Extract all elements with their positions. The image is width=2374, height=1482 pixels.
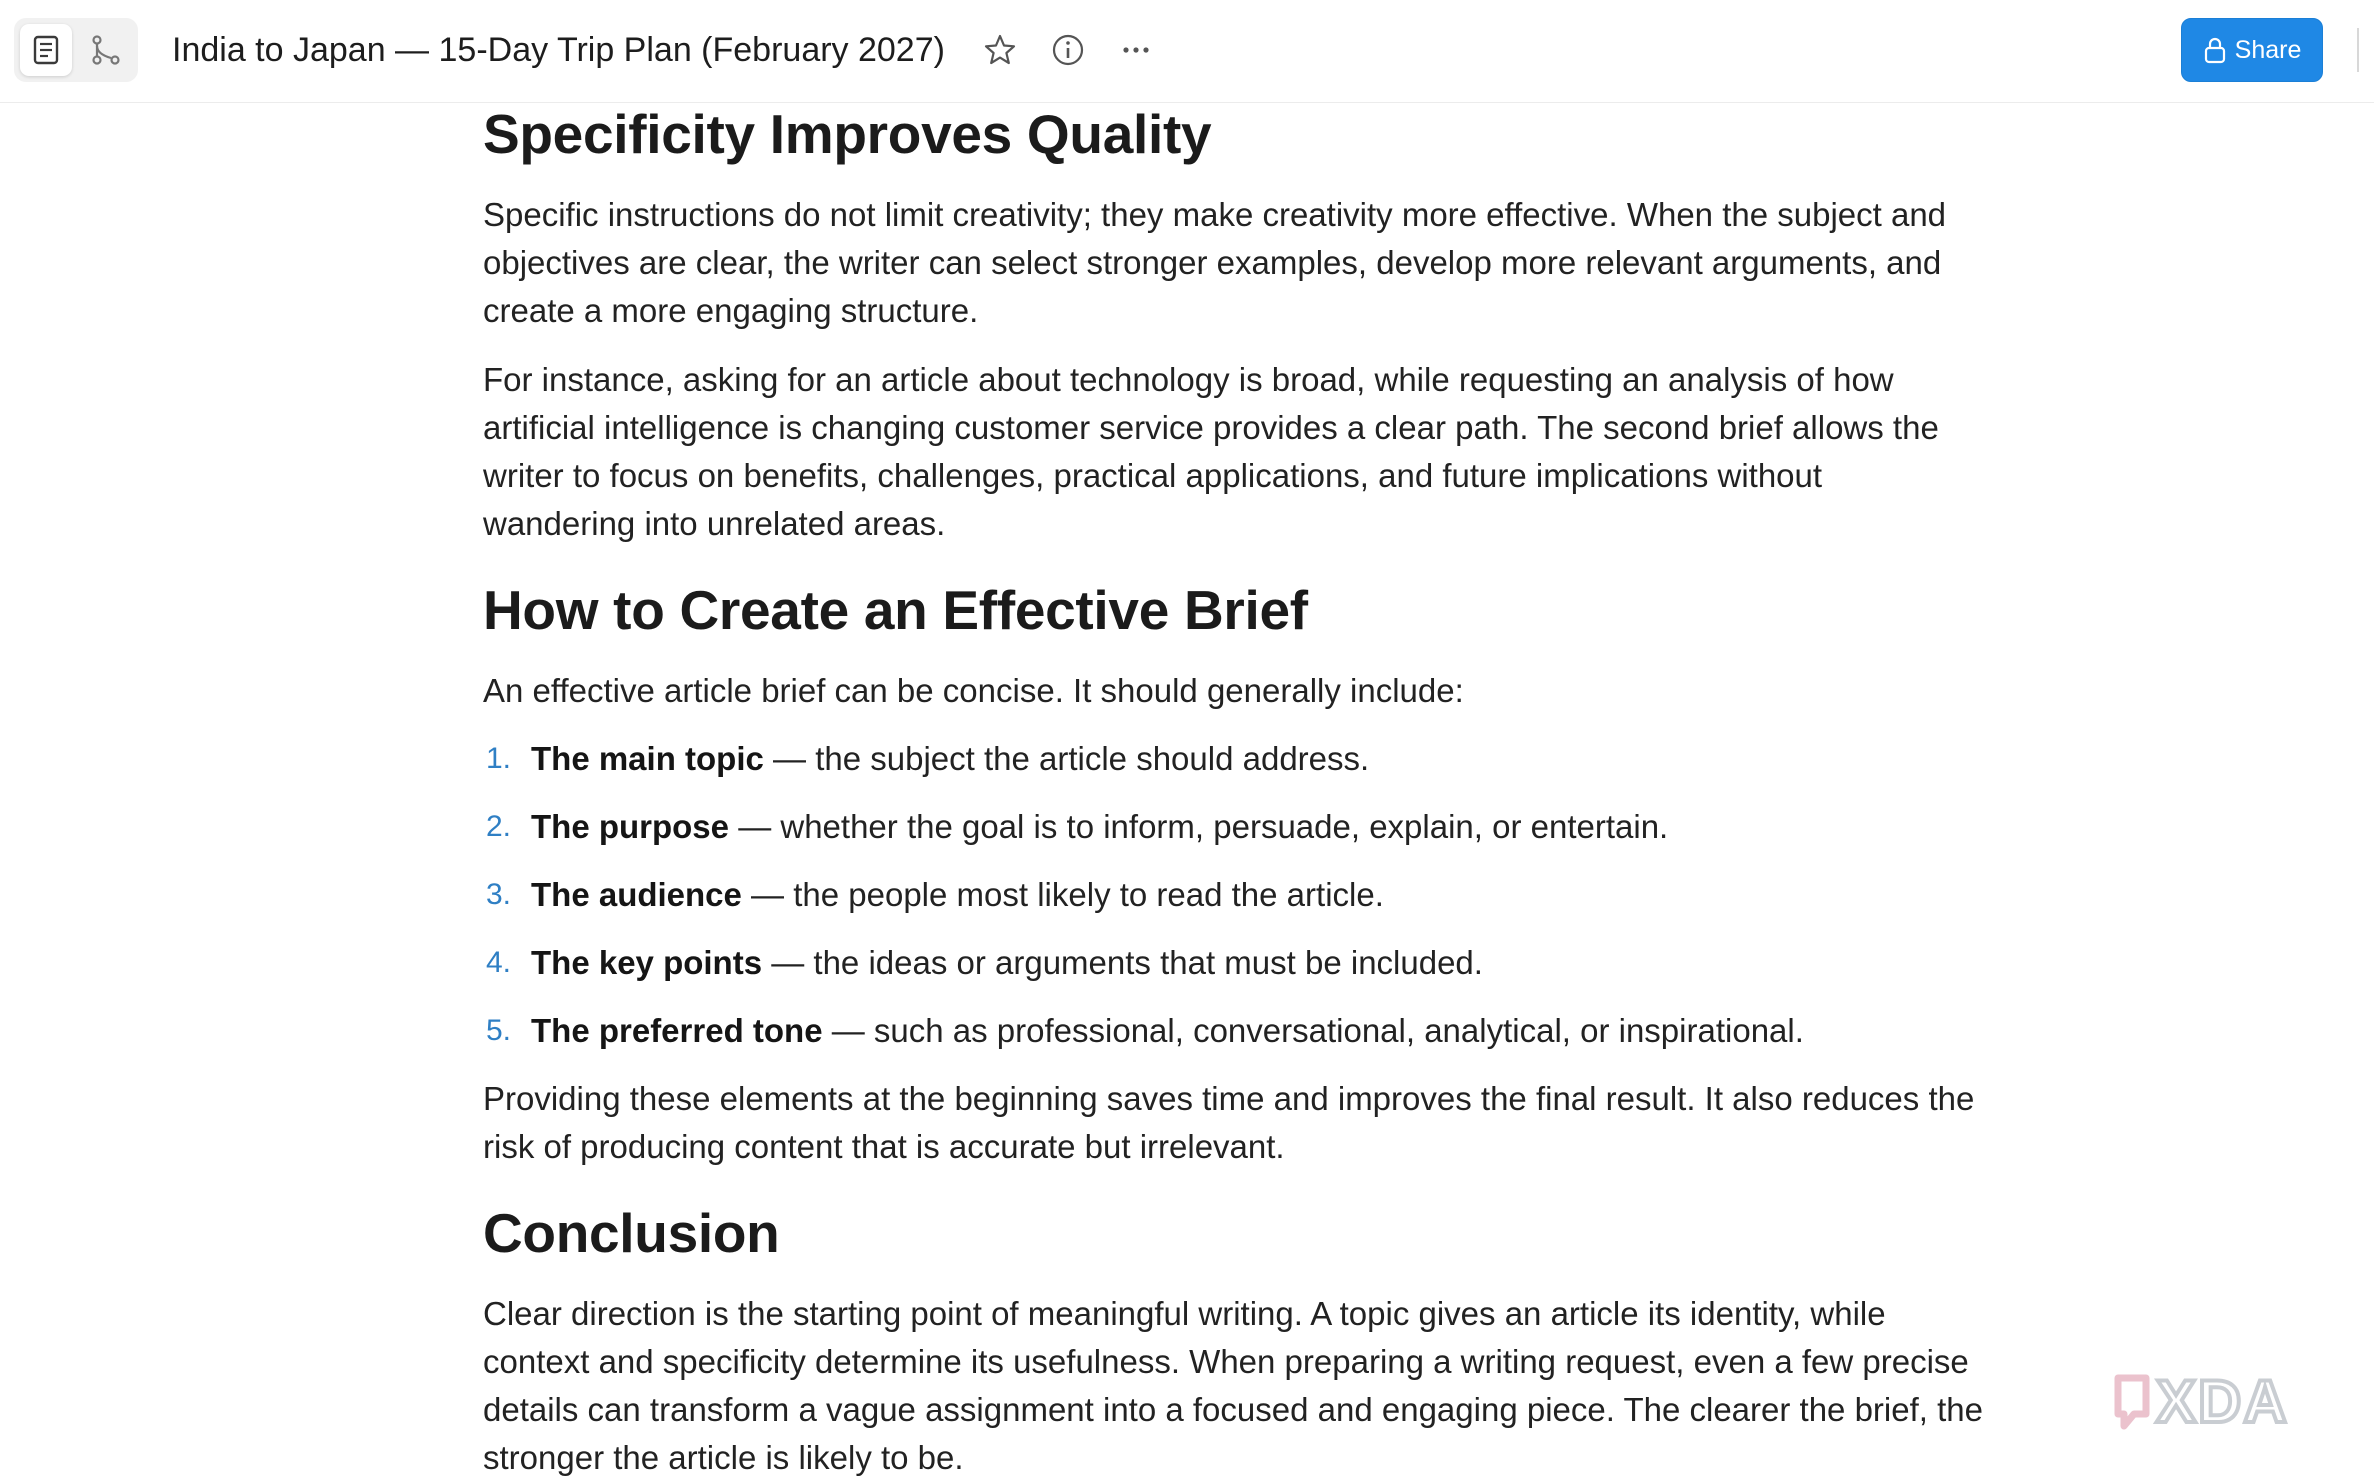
list-item-title: The purpose bbox=[531, 808, 730, 845]
paragraph: Providing these elements at the beginning saves time and improves the final result. It also reduces the risk of producing content that is accurate but irrelevant. bbox=[483, 1080, 1975, 1165]
list-number: 1. bbox=[486, 742, 512, 775]
list-item-text: — the subject the article should address. bbox=[763, 740, 1370, 777]
info-icon bbox=[1051, 33, 1085, 67]
list-item-title: The key points bbox=[531, 944, 763, 981]
document-view-icon bbox=[32, 35, 60, 65]
more-options-button[interactable] bbox=[1112, 26, 1160, 74]
lock-icon bbox=[2203, 36, 2227, 64]
share-button[interactable] bbox=[2181, 18, 2323, 82]
list-number: 2. bbox=[486, 810, 512, 843]
branch-view-button[interactable] bbox=[80, 24, 132, 76]
info-button[interactable] bbox=[1044, 26, 1092, 74]
more-icon bbox=[1119, 33, 1153, 67]
section-heading: How to Create an Effective Brief bbox=[483, 579, 1308, 641]
view-toggle bbox=[14, 18, 138, 82]
list-item-title: The preferred tone bbox=[531, 1012, 823, 1049]
paragraph: Clear direction is the starting point of meaningful writing. A topic gives an article its identity, while context and specificity determine its usefulness. When preparing a writing request, even a few precise details can transform a vague assignment into a focused and engaging piece. The clearer the brief, the stronger the article is likely to be. bbox=[483, 1295, 1983, 1476]
list-item-text: — the ideas or arguments that must be included. bbox=[762, 944, 1483, 981]
share-label: Share bbox=[2234, 35, 2302, 64]
star-icon bbox=[983, 33, 1017, 67]
toolbar-divider bbox=[2357, 28, 2359, 72]
list-item-text: — the people most likely to read the article. bbox=[741, 876, 1384, 913]
document-view-button[interactable] bbox=[20, 24, 72, 76]
list-item-title: The main topic bbox=[531, 740, 764, 777]
list-item-text: — whether the goal is to inform, persuade, explain, or entertain. bbox=[729, 808, 1669, 845]
top-bar bbox=[0, 0, 2374, 103]
document-title[interactable]: India to Japan — 15-Day Trip Plan (February 2027) bbox=[172, 31, 945, 69]
favorite-button[interactable] bbox=[976, 26, 1024, 74]
section-heading: Conclusion bbox=[483, 1202, 780, 1264]
paragraph: An effective article brief can be concise. It should generally include: bbox=[483, 672, 1464, 709]
list-number: 3. bbox=[486, 878, 512, 911]
paragraph: Specific instructions do not limit creativity; they make creativity more effective. When the subject and objectives are clear, the writer can select stronger examples, develop more relevant arguments, and create a more engaging structure. bbox=[483, 196, 1947, 329]
branch-view-icon bbox=[90, 34, 122, 66]
list-number: 4. bbox=[486, 946, 512, 979]
paragraph: For instance, asking for an article about technology is broad, while requesting an analysis of how artificial intelligence is changing customer service provides a clear path. The second brief allows the writer to focus on benefits, challenges, practical applications, and future implications without wandering into unrelated areas. bbox=[483, 361, 1939, 542]
list-item-text: — such as professional, conversational, analytical, or inspirational. bbox=[822, 1012, 1804, 1049]
list-number: 5. bbox=[486, 1014, 512, 1047]
svg-text:XDA: XDA bbox=[2156, 1370, 2289, 1435]
section-heading: Specificity Improves Quality bbox=[483, 103, 1212, 165]
xda-watermark-logo bbox=[2112, 1370, 2342, 1440]
list-item-title: The audience bbox=[531, 876, 742, 913]
